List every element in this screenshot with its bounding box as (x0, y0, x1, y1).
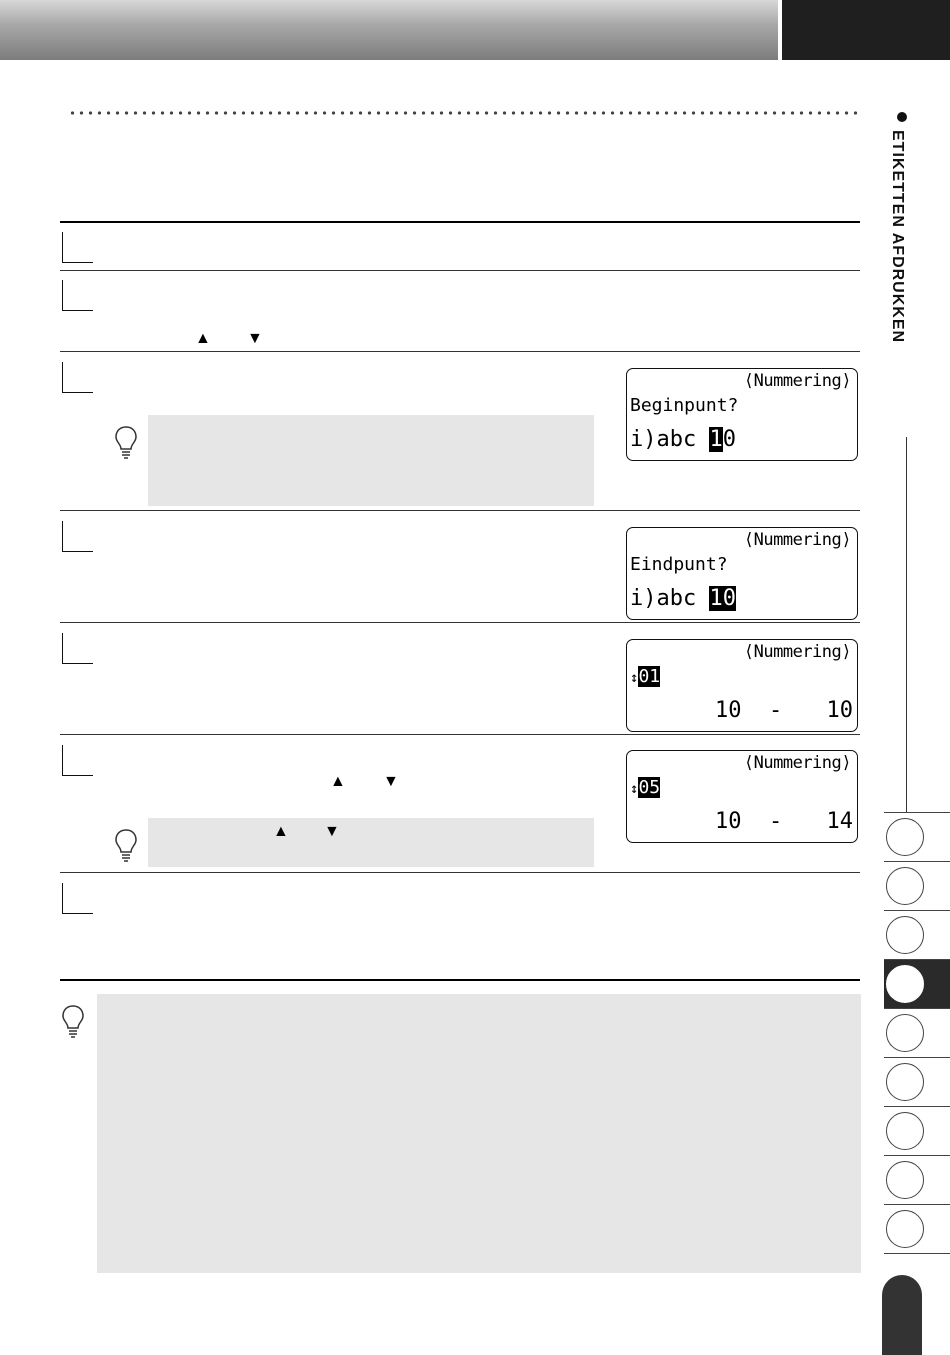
lcd-quantity-value: 01 (638, 666, 661, 687)
lcd-range-start: 10 (715, 698, 742, 723)
tab-separator (884, 812, 950, 813)
page-header-band (0, 0, 778, 60)
chapter-tab-7[interactable] (886, 1112, 924, 1150)
lcd-entry (630, 586, 736, 611)
down-arrow-icon: ▼ (247, 330, 263, 347)
step-number-box (62, 362, 93, 393)
tip-note-box (148, 818, 594, 867)
tab-separator (884, 1204, 950, 1205)
step-number-box (62, 883, 93, 914)
lcd-entry-prefix: i)abc (630, 586, 697, 611)
lcd-entry-value: 10 (709, 586, 736, 611)
step-divider (60, 872, 860, 873)
step-divider (60, 734, 860, 735)
chapter-tab-5[interactable] (886, 1014, 924, 1052)
chapter-tab-3[interactable] (886, 916, 924, 954)
chapter-tab-2[interactable] (886, 867, 924, 905)
page-header-corner (782, 0, 950, 60)
lcd-title: ⟨Nummering⟩ (743, 530, 851, 550)
lcd-quantity (630, 777, 660, 798)
chapter-tab-9[interactable] (886, 1210, 924, 1248)
step-number-box (62, 232, 93, 263)
section-bullet-icon (897, 112, 907, 122)
lcd-cursor-digit: 1 (709, 427, 723, 452)
tab-separator (884, 1057, 950, 1058)
step-divider (60, 510, 860, 511)
tab-separator (884, 1253, 950, 1254)
lcd-screen-quantity-1 (626, 639, 858, 732)
sidebar-section-title (880, 130, 920, 420)
tip-note-box (148, 415, 594, 506)
tab-separator (884, 861, 950, 862)
lightbulb-icon (61, 1004, 85, 1038)
step-number-box (62, 280, 93, 311)
lcd-range-start: 10 (715, 809, 742, 834)
lcd-entry-value (709, 427, 736, 452)
tab-separator (884, 1106, 950, 1107)
lcd-title: ⟨Nummering⟩ (743, 642, 851, 662)
lcd-range-separator: - (769, 698, 783, 723)
lcd-title: ⟨Nummering⟩ (743, 371, 851, 391)
up-arrow-icon: ▲ (195, 330, 211, 347)
lcd-screen-quantity-5 (626, 750, 858, 843)
step-divider (60, 351, 860, 352)
large-note-box (97, 994, 861, 1273)
dotted-divider (68, 110, 860, 116)
lightbulb-icon (114, 425, 138, 459)
updown-arrow-icon: ↕ (630, 670, 639, 686)
lcd-quantity-value: 05 (638, 777, 661, 798)
lcd-screen-end-point (626, 527, 858, 620)
lcd-entry (630, 427, 736, 452)
step-number-box (62, 521, 93, 552)
lcd-range-end: 14 (826, 809, 853, 834)
page-number-tab (882, 1275, 922, 1355)
down-arrow-icon: ▼ (383, 773, 399, 790)
down-arrow-icon: ▼ (324, 823, 340, 840)
chapter-tab-4[interactable] (886, 965, 924, 1003)
lcd-title: ⟨Nummering⟩ (743, 753, 851, 773)
sidebar-vertical-rule (906, 437, 907, 812)
lcd-screen-start-point (626, 368, 858, 461)
steps-bottom-rule (60, 979, 860, 981)
lcd-quantity (630, 666, 660, 687)
chapter-tab-1[interactable] (886, 818, 924, 856)
chapter-tab-6[interactable] (886, 1063, 924, 1101)
tab-separator (884, 910, 950, 911)
step-number-box (62, 633, 93, 664)
lcd-prompt: Eindpunt? (630, 554, 728, 575)
tab-separator (884, 1008, 950, 1009)
sidebar-section-title-text: ETIKETTEN AFDRUKKEN (889, 130, 906, 344)
lightbulb-icon (114, 828, 138, 862)
chapter-tab-8[interactable] (886, 1161, 924, 1199)
lcd-digit: 0 (722, 427, 736, 452)
updown-arrow-icon: ↕ (630, 781, 639, 797)
up-arrow-icon: ▲ (330, 773, 346, 790)
step-divider (60, 622, 860, 623)
step-divider (60, 270, 860, 271)
up-arrow-icon: ▲ (273, 823, 289, 840)
lcd-range-end: 10 (826, 698, 853, 723)
lcd-range-separator: - (769, 809, 783, 834)
step-number-box (62, 745, 93, 776)
steps-top-rule (60, 221, 860, 223)
lcd-entry-prefix: i)abc (630, 427, 697, 452)
lcd-prompt: Beginpunt? (630, 395, 739, 416)
tab-separator (884, 1155, 950, 1156)
